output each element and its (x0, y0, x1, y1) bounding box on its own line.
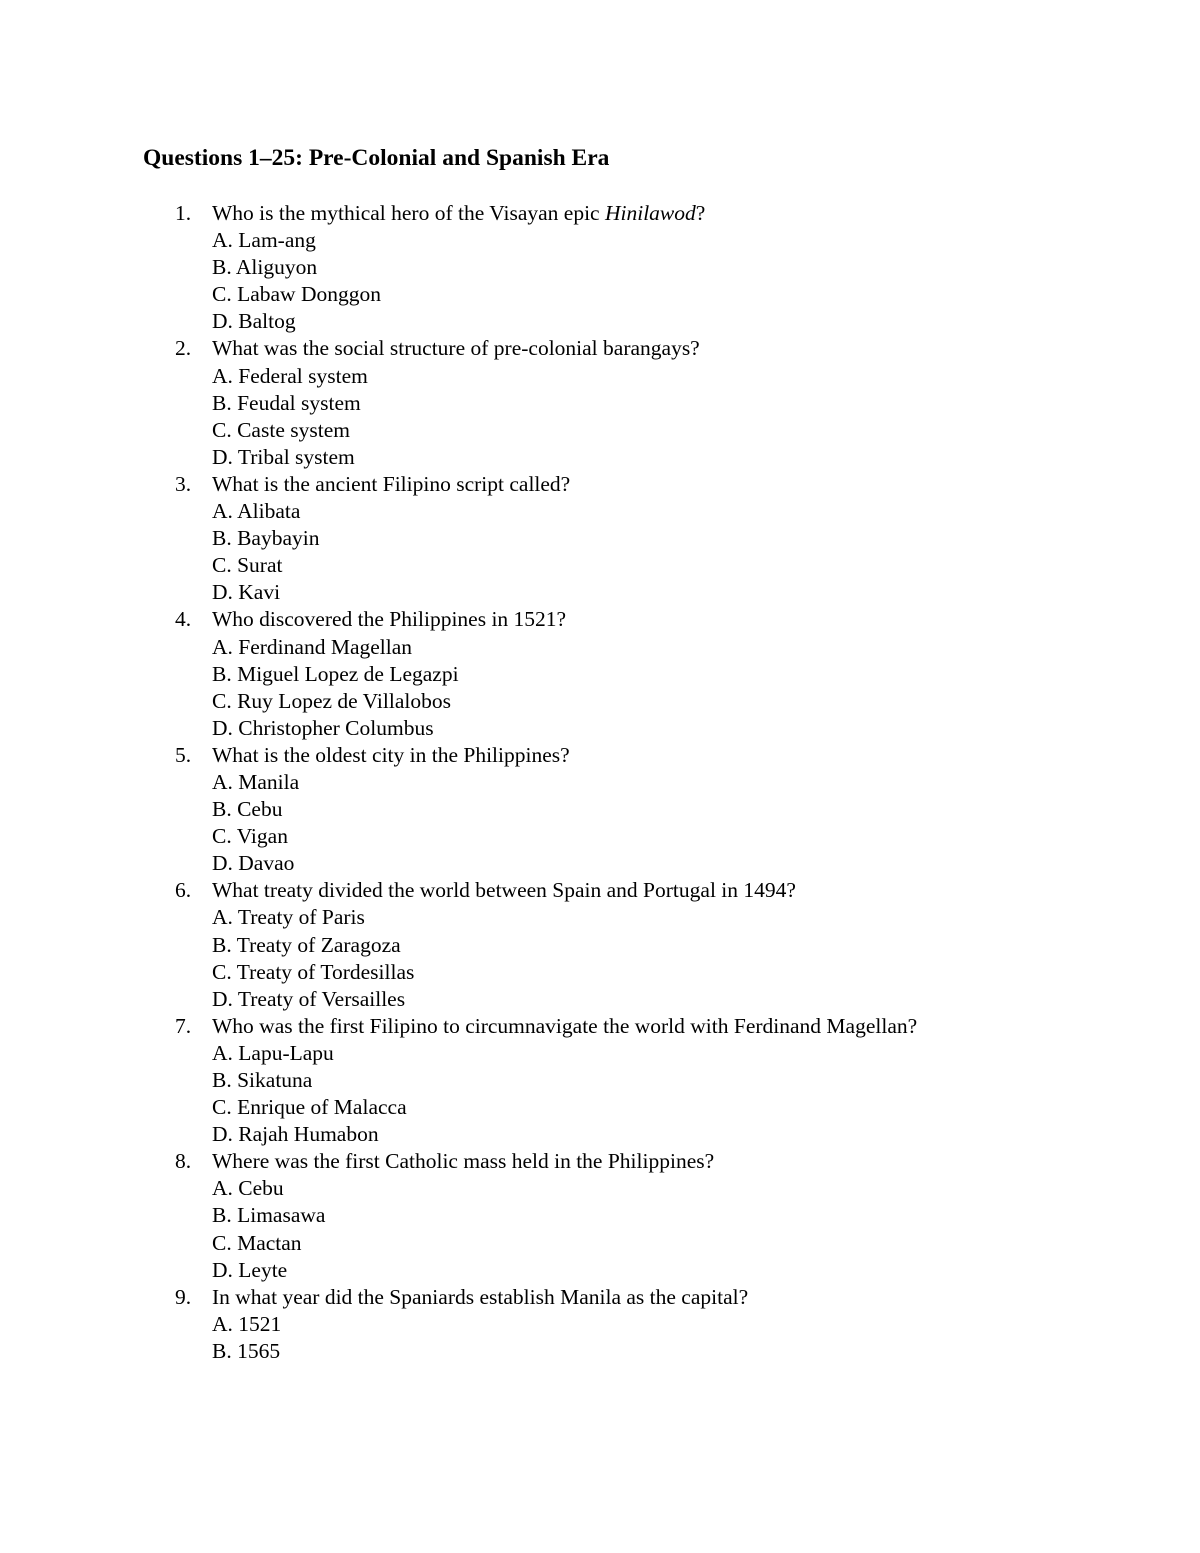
answer-option: C. Ruy Lopez de Villalobos (212, 688, 451, 713)
question-number: 5. (175, 742, 192, 767)
question-number: 9. (175, 1284, 192, 1309)
answer-option: D. Christopher Columbus (212, 715, 434, 740)
answer-option: D. Davao (212, 851, 295, 876)
question-list (0, 200, 917, 1365)
question-text: In what year did the Spaniards establish Manila as the capital? (212, 1284, 749, 1309)
question-item (0, 1284, 917, 1365)
question-item (0, 606, 917, 741)
question-number: 1. (175, 201, 192, 225)
question-number: 8. (175, 1149, 192, 1174)
question-number: 3. (175, 471, 192, 496)
answer-option: A. Treaty of Paris (212, 905, 365, 930)
answer-option: C. Enrique of Malacca (212, 1095, 407, 1120)
question-item (0, 742, 917, 877)
question-number: 4. (175, 607, 192, 632)
answer-option: D. Leyte (212, 1257, 288, 1282)
page-title: Questions 1–25: Pre-Colonial and Spanish Era (143, 145, 610, 171)
question-text: Who discovered the Philippines in 1521? (212, 607, 567, 632)
answer-option: D. Rajah Humabon (212, 1122, 379, 1147)
answer-option: B. Miguel Lopez de Legazpi (212, 661, 459, 686)
question-item (0, 877, 917, 1012)
answer-option: D. Kavi (212, 580, 281, 605)
question-text: What was the social structure of pre-colonial barangays? (212, 336, 700, 361)
question-number: 2. (175, 336, 192, 361)
question-item (0, 335, 917, 470)
answer-option: C. Surat (212, 553, 283, 578)
answer-option: A. Federal system (212, 363, 368, 388)
question-item (0, 1148, 917, 1283)
answer-option: B. Baybayin (212, 526, 320, 551)
answer-option: A. Ferdinand Magellan (212, 634, 413, 659)
question-text: What is the ancient Filipino script called? (212, 471, 571, 496)
question-number: 6. (175, 878, 192, 903)
answer-option: A. 1521 (212, 1311, 282, 1336)
answer-option: B. Aliguyon (212, 255, 318, 280)
answer-option: B. 1565 (212, 1338, 281, 1363)
answer-option: C. Caste system (212, 417, 350, 442)
answer-option: C. Vigan (212, 824, 288, 849)
answer-option: A. Lam-ang (212, 228, 316, 253)
question-text: Who was the first Filipino to circumnavigate the world with Ferdinand Magellan? (212, 1013, 918, 1038)
question-item (0, 1013, 917, 1148)
answer-option: A. Cebu (212, 1176, 284, 1201)
question-text: Where was the first Catholic mass held in the Philippines? (212, 1149, 715, 1174)
question-text: What is the oldest city in the Philippines? (212, 742, 570, 767)
question-text: What treaty divided the world between Spain and Portugal in 1494? (212, 878, 796, 903)
answer-option: B. Cebu (212, 797, 283, 822)
answer-option: C. Mactan (212, 1230, 302, 1255)
epic-title: Hinilawod (604, 201, 696, 225)
answer-option: B. Sikatuna (212, 1068, 313, 1092)
answer-option: D. Treaty of Versailles (212, 986, 406, 1011)
question-item (0, 200, 917, 335)
answer-option: A. Alibata (212, 499, 301, 524)
answer-option: C. Labaw Donggon (212, 282, 381, 307)
question-item (0, 471, 917, 606)
answer-option: D. Baltog (212, 309, 296, 334)
answer-option: C. Treaty of Tordesillas (212, 959, 415, 984)
answer-option: B. Limasawa (212, 1203, 326, 1228)
answer-option: A. Manila (212, 769, 300, 794)
answer-option: A. Lapu-Lapu (212, 1040, 334, 1065)
answer-option: D. Tribal system (212, 444, 355, 469)
answer-option: B. Treaty of Zaragoza (212, 932, 401, 957)
question-text: Who is the mythical hero of the Visayan epic Hinilawod? (212, 201, 706, 225)
question-number: 7. (175, 1013, 192, 1038)
answer-option: B. Feudal system (212, 390, 361, 415)
